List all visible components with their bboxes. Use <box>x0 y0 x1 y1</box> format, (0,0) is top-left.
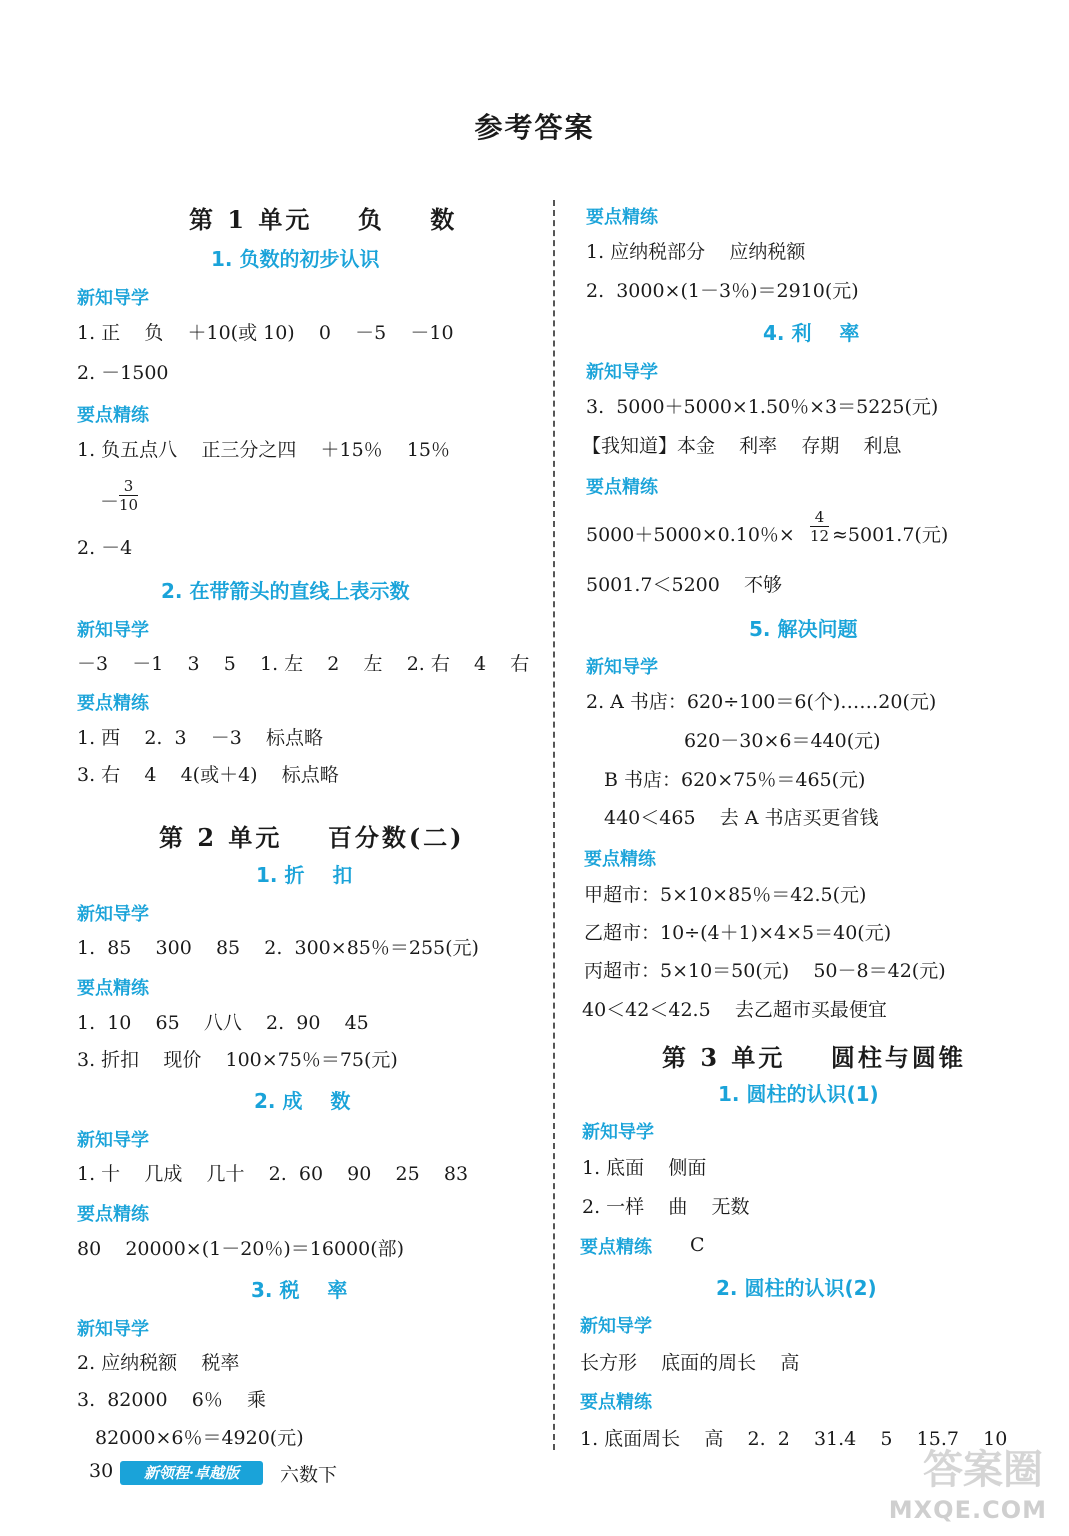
section-tag: 要点精练 <box>580 1237 652 1258</box>
section-tag: 新知导学 <box>77 1130 149 1151</box>
section-tag: 新知导学 <box>586 657 658 678</box>
watermark <box>881 1438 1051 1528</box>
section-tag: 要点精练 <box>77 1204 149 1225</box>
section-tag: 新知导学 <box>77 288 149 309</box>
answer-line: 1. 底面周长 高 2. 2 31.4 5 15.7 10 <box>580 1428 1008 1450</box>
section-heading: 3. 税 率 <box>251 1278 348 1302</box>
answer-line: 甲超市：5×10×85％＝42.5(元) <box>584 884 867 906</box>
section-tag: 新知导学 <box>77 904 149 925</box>
section-tag: 新知导学 <box>77 1319 149 1340</box>
answer-line: 乙超市：10÷(4＋1)×4×5＝40(元) <box>584 922 892 944</box>
section-tag: 要点精练 <box>586 477 658 498</box>
answer-line: C <box>690 1234 705 1256</box>
fraction-denominator: 10 <box>119 496 139 514</box>
answer-line: 1. 西 2. 3 －3 标点略 <box>77 727 324 749</box>
section-tag: 要点精练 <box>584 849 656 870</box>
answer-line: 长方形 底面的周长 高 <box>580 1352 800 1374</box>
answer-line: 620－30×6＝440(元) <box>684 730 881 752</box>
answer-line: 1. 十 几成 几十 2. 60 90 25 83 <box>77 1163 469 1185</box>
answer-line: ≈5001.7(元) <box>832 524 949 546</box>
page-number: 30 <box>89 1460 114 1482</box>
section-tag: 新知导学 <box>586 362 658 383</box>
fraction-numerator: 4 <box>814 508 825 526</box>
answer-line: 80 20000×(1－20％)＝16000(部) <box>77 1238 405 1260</box>
section-tag: 新知导学 <box>582 1122 654 1143</box>
section-tag: 要点精练 <box>586 207 658 228</box>
answer-line: 3. 右 4 4(或＋4) 标点略 <box>77 764 339 786</box>
answer-line: B 书店：620×75％＝465(元) <box>604 769 866 791</box>
section-heading: 1. 圆柱的认识(1) <box>718 1082 879 1106</box>
section-heading: 1. 折 扣 <box>256 863 353 887</box>
section-heading: 2. 在带箭头的直线上表示数 <box>161 579 410 603</box>
answer-line: 1. 负五点八 正三分之四 ＋15％ 15％ <box>77 439 450 461</box>
answer-line: 2. 一样 曲 无数 <box>582 1196 750 1218</box>
unit-2-heading: 第 2 单元 百分数(二) <box>159 823 465 852</box>
answer-line: 440＜465 去 A 书店买更省钱 <box>604 807 879 829</box>
answer-line: 5001.7＜5200 不够 <box>586 574 782 596</box>
section-tag: 新知导学 <box>580 1316 652 1337</box>
watermark-site: MXQE.COM <box>888 1496 1047 1524</box>
series-badge: 新领程·卓越版 <box>120 1461 263 1485</box>
watermark-logo: 答案圈 <box>923 1447 1043 1493</box>
answer-line: 2. －4 <box>77 537 133 559</box>
answer-line: 5000＋5000×0.10％× <box>586 524 795 546</box>
section-heading: 5. 解决问题 <box>749 617 858 641</box>
section-tag: 要点精练 <box>77 693 149 714</box>
answer-line: 1. 10 65 八八 2. 90 45 <box>77 1012 369 1034</box>
unit-3-heading: 第 3 单元 圆柱与圆锥 <box>662 1043 966 1072</box>
answer-line: 40＜42＜42.5 去乙超市买最便宜 <box>582 999 887 1021</box>
page-title: 参考答案 <box>474 111 595 144</box>
fraction-denominator: 12 <box>810 527 830 545</box>
grade-label: 六数下 <box>280 1464 338 1486</box>
fraction-numerator: 3 <box>123 477 134 495</box>
answer-line: 1. 底面 侧面 <box>582 1157 707 1179</box>
section-heading: 4. 利 率 <box>763 321 860 345</box>
answer-line: 1. 正 负 ＋10(或 10) 0 －5 －10 <box>77 322 454 344</box>
fraction <box>810 508 829 545</box>
answer-line: 2. 应纳税额 税率 <box>77 1352 240 1374</box>
section-tag: 要点精练 <box>77 978 149 999</box>
answer-line: 2. A 书店：620÷100＝6(个)……20(元) <box>586 691 937 713</box>
answer-line: 丙超市：5×10＝50(元) 50－8＝42(元) <box>584 960 946 982</box>
answer-line: －3 －1 3 5 1. 左 2 左 2. 右 4 右 <box>77 653 530 675</box>
answer-line: 3. 5000＋5000×1.50％×3＝5225(元) <box>586 396 939 418</box>
unit-1-heading: 第 1 单元 负 数 <box>189 205 458 234</box>
answer-line: 1. 应纳税部分 应纳税额 <box>586 241 806 263</box>
section-tag: 要点精练 <box>580 1392 652 1413</box>
answer-line: 1. 85 300 85 2. 300×85％＝255(元) <box>77 937 479 959</box>
answer-line: 2. 3000×(1－3％)＝2910(元) <box>586 280 859 302</box>
fraction-sign: － <box>100 491 120 513</box>
fraction <box>119 477 138 514</box>
section-tag: 要点精练 <box>77 405 149 426</box>
section-tag: 新知导学 <box>77 620 149 641</box>
answer-line: 3. 折扣 现价 100×75％＝75(元) <box>77 1049 398 1071</box>
answer-line: 3. 82000 6％ 乘 <box>77 1389 267 1411</box>
section-heading: 2. 圆柱的认识(2) <box>716 1276 877 1300</box>
answer-line: 【我知道】本金 利率 存期 利息 <box>582 435 902 457</box>
column-divider <box>553 200 555 1450</box>
answer-line: 82000×6％＝4920(元) <box>95 1427 304 1449</box>
section-heading: 2. 成 数 <box>254 1089 351 1113</box>
answer-line: 2. －1500 <box>77 362 169 384</box>
section-heading: 1. 负数的初步认识 <box>211 247 380 271</box>
